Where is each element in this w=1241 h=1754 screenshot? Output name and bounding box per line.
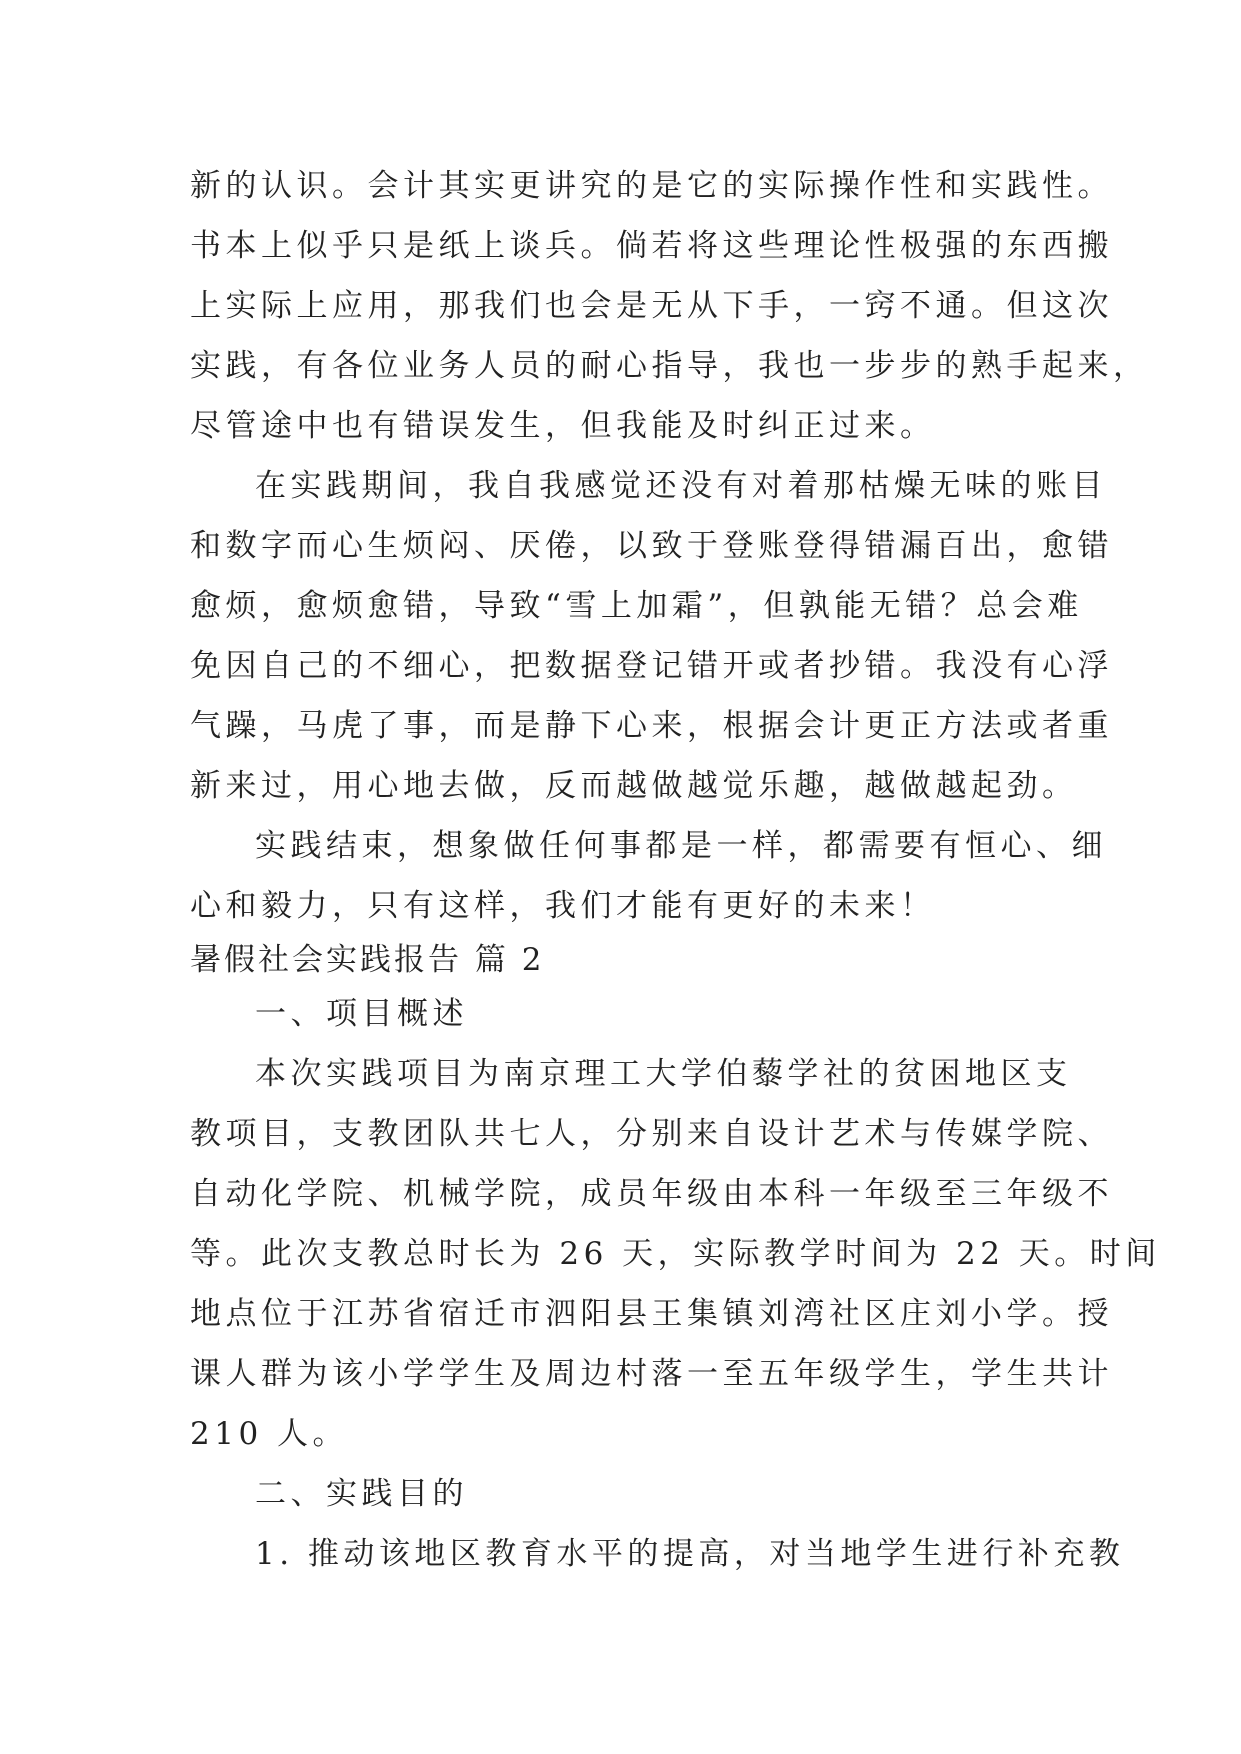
paragraph-line: 教项目，支教团队共七人，分别来自设计艺术与传媒学院、	[190, 1116, 1113, 1152]
paragraph-line: 210 人。	[190, 1416, 349, 1452]
paragraph-line: 地点位于江苏省宿迁市泗阳县王集镇刘湾社区庄刘小学。授	[190, 1296, 1113, 1332]
paragraph-line: 上实际上应用，那我们也会是无从下手，一窍不通。但这次	[190, 288, 1113, 324]
paragraph-line: 1. 推动该地区教育水平的提高，对当地学生进行补充教	[255, 1536, 1125, 1572]
paragraph-line: 本次实践项目为南京理工大学伯藜学社的贫困地区支	[255, 1056, 1072, 1092]
paragraph-line: 在实践期间，我自我感觉还没有对着那枯燥无味的账目	[255, 468, 1107, 504]
section-title: 暑假社会实践报告 篇 2	[190, 942, 545, 978]
paragraph-line: 新来过，用心地去做，反而越做越觉乐趣，越做越起劲。	[190, 768, 1078, 804]
paragraph-line: 实践，有各位业务人员的耐心指导，我也一步步的熟手起来，	[190, 348, 1149, 384]
paragraph-line: 课人群为该小学学生及周边村落一至五年级学生，学生共计	[190, 1356, 1113, 1392]
paragraph-line: 愈烦，愈烦愈错，导致“雪上加霜”，但孰能无错？总会难	[190, 588, 1083, 624]
subsection-heading: 一、项目概述	[255, 996, 468, 1032]
paragraph-line: 气躁，马虎了事，而是静下心来，根据会计更正方法或者重	[190, 708, 1113, 744]
paragraph-line: 心和毅力，只有这样，我们才能有更好的未来！	[190, 888, 936, 924]
subsection-heading: 二、实践目的	[255, 1476, 468, 1512]
paragraph-line: 免因自己的不细心，把数据登记错开或者抄错。我没有心浮	[190, 648, 1113, 684]
paragraph-line: 和数字而心生烦闷、厌倦，以致于登账登得错漏百出，愈错	[190, 528, 1113, 564]
paragraph-line: 实践结束，想象做任何事都是一样，都需要有恒心、细	[255, 828, 1107, 864]
paragraph-line: 新的认识。会计其实更讲究的是它的实际操作性和实践性。	[190, 168, 1113, 204]
paragraph-line: 等。此次支教总时长为 26 天，实际教学时间为 22 天。时间	[190, 1236, 1161, 1272]
paragraph-line: 书本上似乎只是纸上谈兵。倘若将这些理论性极强的东西搬	[190, 228, 1113, 264]
paragraph-line: 自动化学院、机械学院，成员年级由本科一年级至三年级不	[190, 1176, 1113, 1212]
paragraph-line: 尽管途中也有错误发生，但我能及时纠正过来。	[190, 408, 936, 444]
